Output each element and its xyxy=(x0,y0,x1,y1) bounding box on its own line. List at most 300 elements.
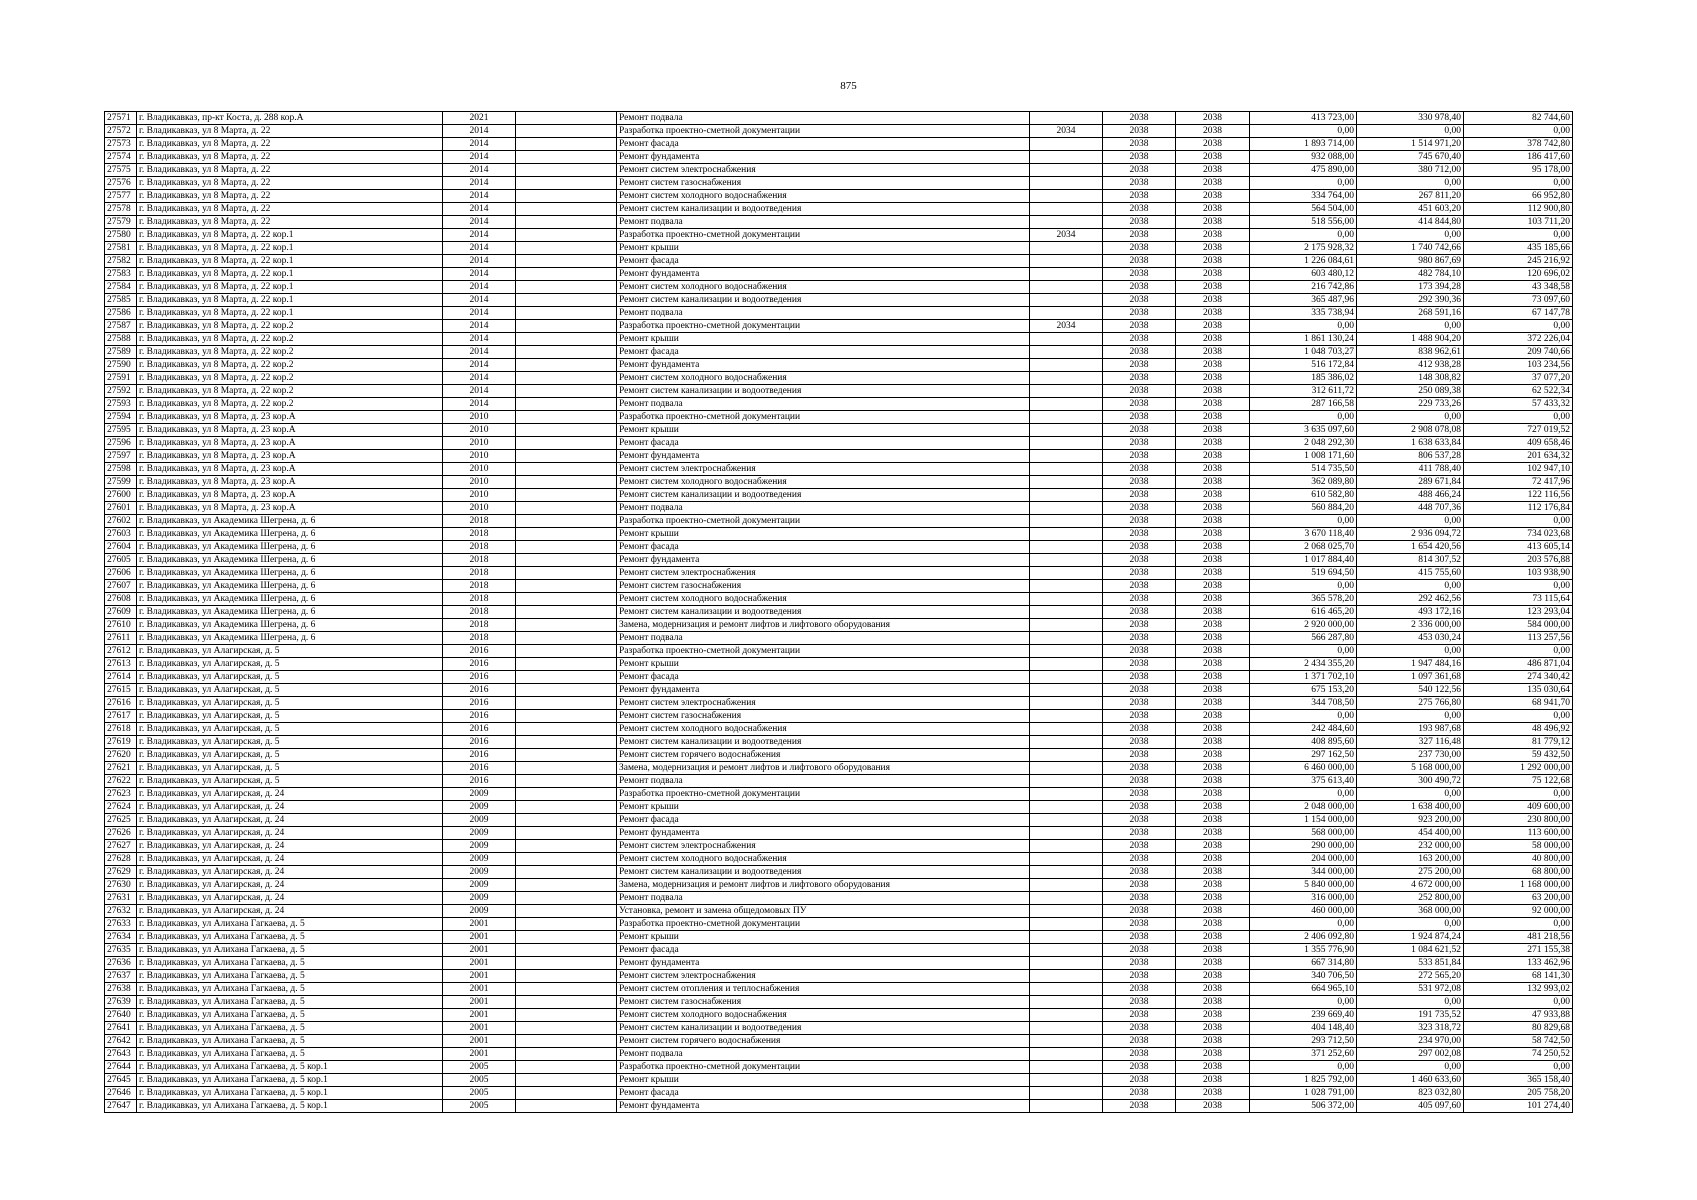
start-year-cell: 2038 xyxy=(1103,255,1176,268)
year-built-cell: 2014 xyxy=(443,385,516,398)
blank-cell xyxy=(516,320,617,333)
total-cost-cell: 1 008 171,60 xyxy=(1250,450,1357,463)
total-cost-cell: 0,00 xyxy=(1250,411,1357,424)
end-year-cell: 2038 xyxy=(1176,1022,1250,1035)
address-cell: г. Владикавказ, ул Академика Шегрена, д. 6 xyxy=(137,541,443,554)
owner-cost-cell: 186 417,60 xyxy=(1464,151,1573,164)
table-row xyxy=(105,515,1573,528)
planned-year-cell xyxy=(1030,736,1103,749)
start-year-cell: 2038 xyxy=(1103,320,1176,333)
blank-cell xyxy=(516,229,617,242)
planned-year-cell xyxy=(1030,931,1103,944)
repair-program-table xyxy=(104,111,1573,1113)
work-type-cell: Ремонт подвала xyxy=(617,775,1030,788)
end-year-cell: 2038 xyxy=(1176,307,1250,320)
row-id: 27625 xyxy=(105,814,137,827)
table-row xyxy=(105,736,1573,749)
fund-cost-cell: 482 784,10 xyxy=(1357,268,1464,281)
total-cost-cell: 2 920 000,00 xyxy=(1250,619,1357,632)
row-id: 27645 xyxy=(105,1074,137,1087)
total-cost-cell: 3 670 118,40 xyxy=(1250,528,1357,541)
row-id: 27621 xyxy=(105,762,137,775)
year-built-cell: 2010 xyxy=(443,502,516,515)
fund-cost-cell: 1 740 742,66 xyxy=(1357,242,1464,255)
year-built-cell: 2018 xyxy=(443,619,516,632)
start-year-cell: 2038 xyxy=(1103,1061,1176,1074)
year-built-cell: 2014 xyxy=(443,203,516,216)
work-type-cell: Ремонт крыши xyxy=(617,242,1030,255)
fund-cost-cell: 275 200,00 xyxy=(1357,866,1464,879)
blank-cell xyxy=(516,931,617,944)
end-year-cell: 2038 xyxy=(1176,489,1250,502)
end-year-cell: 2038 xyxy=(1176,177,1250,190)
row-id: 27618 xyxy=(105,723,137,736)
address-cell: г. Владикавказ, ул 8 Марта, д. 22 xyxy=(137,125,443,138)
planned-year-cell xyxy=(1030,203,1103,216)
address-cell: г. Владикавказ, ул Алихана Гагкаева, д. 5 xyxy=(137,944,443,957)
owner-cost-cell: 68 941,70 xyxy=(1464,697,1573,710)
row-id: 27588 xyxy=(105,333,137,346)
fund-cost-cell: 2 908 078,08 xyxy=(1357,424,1464,437)
fund-cost-cell: 1 097 361,68 xyxy=(1357,671,1464,684)
table-row xyxy=(105,723,1573,736)
address-cell: г. Владикавказ, ул Академика Шегрена, д. 6 xyxy=(137,554,443,567)
end-year-cell: 2038 xyxy=(1176,528,1250,541)
end-year-cell: 2038 xyxy=(1176,190,1250,203)
end-year-cell: 2038 xyxy=(1176,320,1250,333)
page-number: 875 xyxy=(840,80,857,92)
table-row xyxy=(105,151,1573,164)
work-type-cell: Ремонт систем канализации и водоотведения xyxy=(617,203,1030,216)
total-cost-cell: 0,00 xyxy=(1250,645,1357,658)
start-year-cell: 2038 xyxy=(1103,580,1176,593)
work-type-cell: Разработка проектно-сметной документации xyxy=(617,645,1030,658)
total-cost-cell: 2 434 355,20 xyxy=(1250,658,1357,671)
start-year-cell: 2038 xyxy=(1103,1009,1176,1022)
work-type-cell: Ремонт фасада xyxy=(617,255,1030,268)
year-built-cell: 2018 xyxy=(443,632,516,645)
end-year-cell: 2038 xyxy=(1176,593,1250,606)
end-year-cell: 2038 xyxy=(1176,684,1250,697)
year-built-cell: 2014 xyxy=(443,125,516,138)
row-id: 27587 xyxy=(105,320,137,333)
end-year-cell: 2038 xyxy=(1176,1009,1250,1022)
year-built-cell: 2014 xyxy=(443,359,516,372)
owner-cost-cell: 113 600,00 xyxy=(1464,827,1573,840)
row-id: 27634 xyxy=(105,931,137,944)
fund-cost-cell: 493 172,16 xyxy=(1357,606,1464,619)
fund-cost-cell: 267 811,20 xyxy=(1357,190,1464,203)
total-cost-cell: 3 635 097,60 xyxy=(1250,424,1357,437)
work-type-cell: Разработка проектно-сметной документации xyxy=(617,229,1030,242)
owner-cost-cell: 40 800,00 xyxy=(1464,853,1573,866)
work-type-cell: Ремонт подвала xyxy=(617,1048,1030,1061)
blank-cell xyxy=(516,996,617,1009)
work-type-cell: Ремонт фундамента xyxy=(617,450,1030,463)
work-type-cell: Ремонт систем газоснабжения xyxy=(617,177,1030,190)
owner-cost-cell: 365 158,40 xyxy=(1464,1074,1573,1087)
end-year-cell: 2038 xyxy=(1176,437,1250,450)
address-cell: г. Владикавказ, ул Алихана Гагкаева, д. 5 xyxy=(137,970,443,983)
fund-cost-cell: 814 307,52 xyxy=(1357,554,1464,567)
row-id: 27603 xyxy=(105,528,137,541)
work-type-cell: Разработка проектно-сметной документации xyxy=(617,1061,1030,1074)
total-cost-cell: 0,00 xyxy=(1250,229,1357,242)
fund-cost-cell: 980 867,69 xyxy=(1357,255,1464,268)
blank-cell xyxy=(516,437,617,450)
work-type-cell: Ремонт систем горячего водоснабжения xyxy=(617,749,1030,762)
year-built-cell: 2014 xyxy=(443,320,516,333)
table-row xyxy=(105,372,1573,385)
start-year-cell: 2038 xyxy=(1103,437,1176,450)
work-type-cell: Ремонт фасада xyxy=(617,944,1030,957)
year-built-cell: 2014 xyxy=(443,281,516,294)
fund-cost-cell: 453 030,24 xyxy=(1357,632,1464,645)
total-cost-cell: 664 965,10 xyxy=(1250,983,1357,996)
address-cell: г. Владикавказ, ул Академика Шегрена, д. 6 xyxy=(137,567,443,580)
owner-cost-cell: 67 147,78 xyxy=(1464,307,1573,320)
total-cost-cell: 0,00 xyxy=(1250,580,1357,593)
fund-cost-cell: 823 032,80 xyxy=(1357,1087,1464,1100)
start-year-cell: 2038 xyxy=(1103,528,1176,541)
end-year-cell: 2038 xyxy=(1176,1100,1250,1113)
blank-cell xyxy=(516,593,617,606)
start-year-cell: 2038 xyxy=(1103,866,1176,879)
row-id: 27640 xyxy=(105,1009,137,1022)
planned-year-cell xyxy=(1030,515,1103,528)
year-built-cell: 2001 xyxy=(443,1048,516,1061)
table-row xyxy=(105,606,1573,619)
blank-cell xyxy=(516,814,617,827)
table-row xyxy=(105,658,1573,671)
planned-year-cell xyxy=(1030,944,1103,957)
planned-year-cell xyxy=(1030,606,1103,619)
owner-cost-cell: 209 740,66 xyxy=(1464,346,1573,359)
address-cell: г. Владикавказ, ул Алагирская, д. 5 xyxy=(137,658,443,671)
year-built-cell: 2009 xyxy=(443,814,516,827)
address-cell: г. Владикавказ, пр-кт Коста, д. 288 кор.А xyxy=(137,112,443,125)
total-cost-cell: 335 738,94 xyxy=(1250,307,1357,320)
blank-cell xyxy=(516,216,617,229)
planned-year-cell xyxy=(1030,476,1103,489)
owner-cost-cell: 727 019,52 xyxy=(1464,424,1573,437)
row-id: 27572 xyxy=(105,125,137,138)
planned-year-cell xyxy=(1030,905,1103,918)
table-row xyxy=(105,944,1573,957)
end-year-cell: 2038 xyxy=(1176,502,1250,515)
owner-cost-cell: 103 938,90 xyxy=(1464,567,1573,580)
address-cell: г. Владикавказ, ул 8 Марта, д. 22 кор.2 xyxy=(137,333,443,346)
year-built-cell: 2001 xyxy=(443,957,516,970)
blank-cell xyxy=(516,125,617,138)
end-year-cell: 2038 xyxy=(1176,203,1250,216)
start-year-cell: 2038 xyxy=(1103,164,1176,177)
end-year-cell: 2038 xyxy=(1176,554,1250,567)
start-year-cell: 2038 xyxy=(1103,242,1176,255)
owner-cost-cell: 80 829,68 xyxy=(1464,1022,1573,1035)
total-cost-cell: 2 048 000,00 xyxy=(1250,801,1357,814)
total-cost-cell: 1 226 084,61 xyxy=(1250,255,1357,268)
planned-year-cell xyxy=(1030,242,1103,255)
planned-year-cell xyxy=(1030,645,1103,658)
planned-year-cell xyxy=(1030,840,1103,853)
address-cell: г. Владикавказ, ул Академика Шегрена, д. 6 xyxy=(137,515,443,528)
end-year-cell: 2038 xyxy=(1176,762,1250,775)
work-type-cell: Ремонт подвала xyxy=(617,307,1030,320)
owner-cost-cell: 274 340,42 xyxy=(1464,671,1573,684)
work-type-cell: Установка, ремонт и замена общедомовых ПУ xyxy=(617,905,1030,918)
fund-cost-cell: 411 788,40 xyxy=(1357,463,1464,476)
owner-cost-cell: 372 226,04 xyxy=(1464,333,1573,346)
fund-cost-cell: 415 755,60 xyxy=(1357,567,1464,580)
work-type-cell: Ремонт систем электроснабжения xyxy=(617,567,1030,580)
owner-cost-cell: 0,00 xyxy=(1464,229,1573,242)
owner-cost-cell: 378 742,80 xyxy=(1464,138,1573,151)
planned-year-cell xyxy=(1030,684,1103,697)
table-row xyxy=(105,879,1573,892)
planned-year-cell xyxy=(1030,307,1103,320)
end-year-cell: 2038 xyxy=(1176,814,1250,827)
blank-cell xyxy=(516,788,617,801)
blank-cell xyxy=(516,1048,617,1061)
owner-cost-cell: 59 432,50 xyxy=(1464,749,1573,762)
fund-cost-cell: 1 924 874,24 xyxy=(1357,931,1464,944)
row-id: 27589 xyxy=(105,346,137,359)
address-cell: г. Владикавказ, ул Алагирская, д. 24 xyxy=(137,879,443,892)
row-id: 27614 xyxy=(105,671,137,684)
owner-cost-cell: 1 168 000,00 xyxy=(1464,879,1573,892)
start-year-cell: 2038 xyxy=(1103,281,1176,294)
planned-year-cell xyxy=(1030,593,1103,606)
owner-cost-cell: 112 176,84 xyxy=(1464,502,1573,515)
table-row xyxy=(105,489,1573,502)
owner-cost-cell: 230 800,00 xyxy=(1464,814,1573,827)
fund-cost-cell: 0,00 xyxy=(1357,996,1464,1009)
work-type-cell: Ремонт систем газоснабжения xyxy=(617,580,1030,593)
planned-year-cell xyxy=(1030,580,1103,593)
address-cell: г. Владикавказ, ул 8 Марта, д. 23 кор.А xyxy=(137,450,443,463)
end-year-cell: 2038 xyxy=(1176,645,1250,658)
work-type-cell: Ремонт фасада xyxy=(617,814,1030,827)
year-built-cell: 2014 xyxy=(443,229,516,242)
year-built-cell: 2005 xyxy=(443,1074,516,1087)
address-cell: г. Владикавказ, ул Алагирская, д. 5 xyxy=(137,736,443,749)
fund-cost-cell: 330 978,40 xyxy=(1357,112,1464,125)
work-type-cell: Ремонт систем канализации и водоотведения xyxy=(617,1022,1030,1035)
owner-cost-cell: 63 200,00 xyxy=(1464,892,1573,905)
planned-year-cell xyxy=(1030,346,1103,359)
fund-cost-cell: 292 462,56 xyxy=(1357,593,1464,606)
row-id: 27601 xyxy=(105,502,137,515)
address-cell: г. Владикавказ, ул Алагирская, д. 5 xyxy=(137,710,443,723)
row-id: 27622 xyxy=(105,775,137,788)
fund-cost-cell: 1 084 621,52 xyxy=(1357,944,1464,957)
row-id: 27616 xyxy=(105,697,137,710)
start-year-cell: 2038 xyxy=(1103,515,1176,528)
table-row xyxy=(105,333,1573,346)
address-cell: г. Владикавказ, ул 8 Марта, д. 22 кор.1 xyxy=(137,307,443,320)
address-cell: г. Владикавказ, ул Алихана Гагкаева, д. 5 xyxy=(137,1009,443,1022)
start-year-cell: 2038 xyxy=(1103,177,1176,190)
end-year-cell: 2038 xyxy=(1176,983,1250,996)
row-id: 27643 xyxy=(105,1048,137,1061)
fund-cost-cell: 327 116,48 xyxy=(1357,736,1464,749)
row-id: 27597 xyxy=(105,450,137,463)
planned-year-cell xyxy=(1030,723,1103,736)
table-row xyxy=(105,762,1573,775)
blank-cell xyxy=(516,1061,617,1074)
blank-cell xyxy=(516,892,617,905)
blank-cell xyxy=(516,112,617,125)
table-row xyxy=(105,697,1573,710)
address-cell: г. Владикавказ, ул Алихана Гагкаева, д. 5 xyxy=(137,957,443,970)
total-cost-cell: 2 048 292,30 xyxy=(1250,437,1357,450)
total-cost-cell: 564 504,00 xyxy=(1250,203,1357,216)
planned-year-cell xyxy=(1030,333,1103,346)
planned-year-cell xyxy=(1030,658,1103,671)
row-id: 27590 xyxy=(105,359,137,372)
owner-cost-cell: 43 348,58 xyxy=(1464,281,1573,294)
year-built-cell: 2010 xyxy=(443,411,516,424)
work-type-cell: Ремонт фундамента xyxy=(617,1100,1030,1113)
blank-cell xyxy=(516,541,617,554)
work-type-cell: Ремонт систем холодного водоснабжения xyxy=(617,593,1030,606)
year-built-cell: 2009 xyxy=(443,866,516,879)
table-row xyxy=(105,190,1573,203)
table-row xyxy=(105,983,1573,996)
year-built-cell: 2014 xyxy=(443,164,516,177)
work-type-cell: Ремонт систем электроснабжения xyxy=(617,840,1030,853)
fund-cost-cell: 234 970,00 xyxy=(1357,1035,1464,1048)
year-built-cell: 2010 xyxy=(443,424,516,437)
planned-year-cell xyxy=(1030,541,1103,554)
planned-year-cell xyxy=(1030,151,1103,164)
fund-cost-cell: 454 400,00 xyxy=(1357,827,1464,840)
address-cell: г. Владикавказ, ул 8 Марта, д. 22 кор.1 xyxy=(137,268,443,281)
year-built-cell: 2018 xyxy=(443,580,516,593)
row-id: 27633 xyxy=(105,918,137,931)
planned-year-cell xyxy=(1030,671,1103,684)
address-cell: г. Владикавказ, ул 8 Марта, д. 22 xyxy=(137,177,443,190)
row-id: 27641 xyxy=(105,1022,137,1035)
owner-cost-cell: 103 711,20 xyxy=(1464,216,1573,229)
end-year-cell: 2038 xyxy=(1176,541,1250,554)
table-row xyxy=(105,398,1573,411)
end-year-cell: 2038 xyxy=(1176,606,1250,619)
start-year-cell: 2038 xyxy=(1103,710,1176,723)
total-cost-cell: 404 148,40 xyxy=(1250,1022,1357,1035)
total-cost-cell: 932 088,00 xyxy=(1250,151,1357,164)
row-id: 27581 xyxy=(105,242,137,255)
fund-cost-cell: 412 938,28 xyxy=(1357,359,1464,372)
fund-cost-cell: 0,00 xyxy=(1357,125,1464,138)
total-cost-cell: 204 000,00 xyxy=(1250,853,1357,866)
work-type-cell: Ремонт фасада xyxy=(617,1087,1030,1100)
address-cell: г. Владикавказ, ул Академика Шегрена, д. 6 xyxy=(137,632,443,645)
start-year-cell: 2038 xyxy=(1103,944,1176,957)
owner-cost-cell: 0,00 xyxy=(1464,788,1573,801)
total-cost-cell: 0,00 xyxy=(1250,125,1357,138)
fund-cost-cell: 380 712,00 xyxy=(1357,164,1464,177)
total-cost-cell: 312 611,72 xyxy=(1250,385,1357,398)
blank-cell xyxy=(516,580,617,593)
planned-year-cell xyxy=(1030,294,1103,307)
total-cost-cell: 5 840 000,00 xyxy=(1250,879,1357,892)
planned-year-cell xyxy=(1030,892,1103,905)
end-year-cell: 2038 xyxy=(1176,424,1250,437)
work-type-cell: Ремонт систем холодного водоснабжения xyxy=(617,853,1030,866)
owner-cost-cell: 73 097,60 xyxy=(1464,294,1573,307)
start-year-cell: 2038 xyxy=(1103,879,1176,892)
address-cell: г. Владикавказ, ул Алихана Гагкаева, д. 5 xyxy=(137,931,443,944)
work-type-cell: Ремонт подвала xyxy=(617,398,1030,411)
end-year-cell: 2038 xyxy=(1176,866,1250,879)
row-id: 27586 xyxy=(105,307,137,320)
row-id: 27596 xyxy=(105,437,137,450)
start-year-cell: 2038 xyxy=(1103,112,1176,125)
blank-cell xyxy=(516,151,617,164)
owner-cost-cell: 584 000,00 xyxy=(1464,619,1573,632)
end-year-cell: 2038 xyxy=(1176,281,1250,294)
end-year-cell: 2038 xyxy=(1176,697,1250,710)
fund-cost-cell: 838 962,61 xyxy=(1357,346,1464,359)
planned-year-cell xyxy=(1030,177,1103,190)
year-built-cell: 2001 xyxy=(443,1022,516,1035)
work-type-cell: Ремонт систем холодного водоснабжения xyxy=(617,1009,1030,1022)
start-year-cell: 2038 xyxy=(1103,632,1176,645)
fund-cost-cell: 0,00 xyxy=(1357,710,1464,723)
year-built-cell: 2016 xyxy=(443,736,516,749)
work-type-cell: Ремонт фундамента xyxy=(617,684,1030,697)
address-cell: г. Владикавказ, ул 8 Марта, д. 22 xyxy=(137,216,443,229)
blank-cell xyxy=(516,476,617,489)
work-type-cell: Ремонт систем канализации и водоотведения xyxy=(617,736,1030,749)
blank-cell xyxy=(516,879,617,892)
end-year-cell: 2038 xyxy=(1176,112,1250,125)
fund-cost-cell: 1 514 971,20 xyxy=(1357,138,1464,151)
row-id: 27620 xyxy=(105,749,137,762)
total-cost-cell: 603 480,12 xyxy=(1250,268,1357,281)
year-built-cell: 2009 xyxy=(443,801,516,814)
address-cell: г. Владикавказ, ул 8 Марта, д. 22 кор.1 xyxy=(137,229,443,242)
end-year-cell: 2038 xyxy=(1176,567,1250,580)
work-type-cell: Замена, модернизация и ремонт лифтов и лифтового оборудования xyxy=(617,762,1030,775)
planned-year-cell xyxy=(1030,853,1103,866)
address-cell: г. Владикавказ, ул 8 Марта, д. 22 xyxy=(137,138,443,151)
owner-cost-cell: 271 155,38 xyxy=(1464,944,1573,957)
fund-cost-cell: 0,00 xyxy=(1357,645,1464,658)
year-built-cell: 2016 xyxy=(443,684,516,697)
row-id: 27583 xyxy=(105,268,137,281)
planned-year-cell xyxy=(1030,398,1103,411)
row-id: 27585 xyxy=(105,294,137,307)
fund-cost-cell: 5 168 000,00 xyxy=(1357,762,1464,775)
planned-year-cell xyxy=(1030,450,1103,463)
planned-year-cell xyxy=(1030,489,1103,502)
year-built-cell: 2014 xyxy=(443,255,516,268)
total-cost-cell: 0,00 xyxy=(1250,996,1357,1009)
owner-cost-cell: 481 218,56 xyxy=(1464,931,1573,944)
work-type-cell: Ремонт систем электроснабжения xyxy=(617,463,1030,476)
fund-cost-cell: 414 844,80 xyxy=(1357,216,1464,229)
start-year-cell: 2038 xyxy=(1103,359,1176,372)
owner-cost-cell: 486 871,04 xyxy=(1464,658,1573,671)
owner-cost-cell: 92 000,00 xyxy=(1464,905,1573,918)
planned-year-cell xyxy=(1030,801,1103,814)
address-cell: г. Владикавказ, ул 8 Марта, д. 22 кор.1 xyxy=(137,294,443,307)
work-type-cell: Ремонт фундамента xyxy=(617,827,1030,840)
planned-year-cell xyxy=(1030,1035,1103,1048)
